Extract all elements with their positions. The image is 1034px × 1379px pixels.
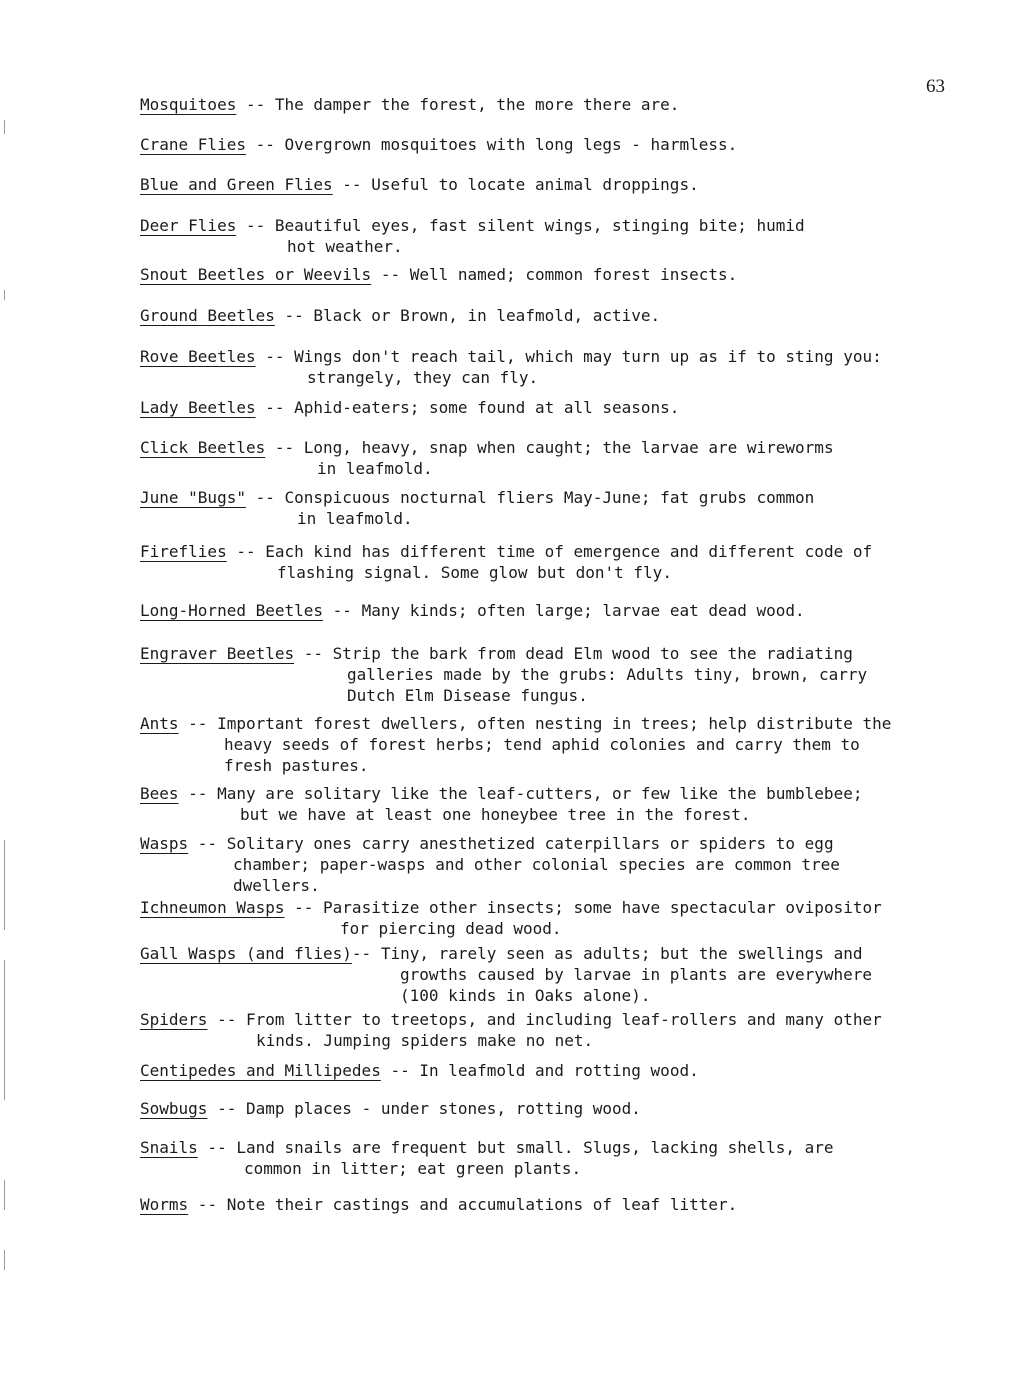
entry-description: -- Tiny, rarely seen as adults; but the swellings and <box>351 944 863 963</box>
entry-description-continuation: heavy seeds of forest herbs; tend aphid colonies and carry them to <box>224 735 860 754</box>
glossary-entry <box>140 487 815 528</box>
glossary-entry <box>140 264 737 285</box>
entry-description: -- Beautiful eyes, fast silent wings, stinging bite; humid <box>236 216 805 235</box>
entry-term: Blue and Green Flies <box>140 175 333 194</box>
entry-description: -- Land snails are frequent but small. Slugs, lacking shells, are <box>197 1138 834 1157</box>
entry-description-continuation: but we have at least one honeybee tree in the forest. <box>240 805 751 824</box>
entry-term: Rove Beetles <box>140 347 256 366</box>
entry-term: Engraver Beetles <box>140 644 295 663</box>
entry-description: -- Each kind has different time of emergence and different code of <box>226 542 873 561</box>
entry-description: -- From litter to treetops, and including leaf-rollers and many other <box>207 1010 882 1029</box>
entry-description: -- Conspicuous nocturnal fliers May-June; fat grubs common <box>245 488 815 507</box>
entry-description-continuation: chamber; paper-wasps and other colonial species are common tree <box>233 855 840 874</box>
entry-description-continuation: strangely, they can fly. <box>307 368 539 387</box>
entry-description: -- Important forest dwellers, often nesting in trees; help distribute the <box>178 714 892 733</box>
entry-description-continuation: dwellers. <box>233 876 320 895</box>
entry-term: Ground Beetles <box>140 306 275 325</box>
entry-description-continuation: common in litter; eat green plants. <box>244 1159 582 1178</box>
entry-description: -- Well named; common forest insects. <box>371 265 738 284</box>
entry-term: Ants <box>140 714 179 733</box>
entry-term: Fireflies <box>140 542 227 561</box>
entry-description: -- Many are solitary like the leaf-cutters, or few like the bumblebee; <box>178 784 863 803</box>
entry-description: -- Solitary ones carry anesthetized caterpillars or spiders to egg <box>188 834 834 853</box>
entry-term: Worms <box>140 1195 189 1214</box>
glossary-entry <box>140 1009 882 1050</box>
entry-description-continuation: kinds. Jumping spiders make no net. <box>256 1031 594 1050</box>
glossary-entry <box>140 437 834 478</box>
entry-description-continuation: in leafmold. <box>297 509 413 528</box>
entry-description-continuation: flashing signal. Some glow but don't fly. <box>277 563 672 582</box>
entry-term: Spiders <box>140 1010 208 1029</box>
entry-description: -- Many kinds; often large; larvae eat dead wood. <box>323 601 805 620</box>
entry-description: -- Damp places - under stones, rotting wood. <box>207 1099 641 1118</box>
glossary-entry <box>140 397 679 418</box>
entry-description: -- The damper the forest, the more there are. <box>236 95 680 114</box>
glossary-entry <box>140 783 863 824</box>
entry-term: Crane Flies <box>140 135 246 154</box>
glossary-entry <box>140 305 660 326</box>
entry-description: -- Strip the bark from dead Elm wood to see the radiating <box>294 644 853 663</box>
glossary-entry <box>140 943 873 1005</box>
entry-description: -- In leafmold and rotting wood. <box>380 1061 699 1080</box>
glossary-entry <box>140 346 882 387</box>
entry-term: Gall Wasps (and flies) <box>140 944 352 963</box>
margin-scan-marks <box>4 120 8 1350</box>
entry-term: Deer Flies <box>140 216 237 235</box>
glossary-entry <box>140 94 679 115</box>
glossary-entry <box>140 1060 699 1081</box>
glossary-entry <box>140 713 892 775</box>
glossary-entry <box>140 174 699 195</box>
entry-description: -- Overgrown mosquitoes with long legs - harmless. <box>245 135 738 154</box>
entry-term: Snout Beetles or Weevils <box>140 265 372 284</box>
page-number: 63 <box>926 76 945 97</box>
entry-term: Bees <box>140 784 179 803</box>
glossary-entry <box>140 600 805 621</box>
entry-description: -- Black or Brown, in leafmold, active. <box>274 306 661 325</box>
entry-description: -- Aphid-eaters; some found at all seasons. <box>255 398 680 417</box>
glossary-entry <box>140 1137 834 1178</box>
entry-term: Snails <box>140 1138 198 1157</box>
entry-description-continuation: (100 kinds in Oaks alone). <box>400 986 651 1005</box>
entry-term: June "Bugs" <box>140 488 246 507</box>
entry-description: -- Parasitize other insects; some have spectacular ovipositor <box>284 898 882 917</box>
entry-description: -- Wings don't reach tail, which may turn up as if to sting you: <box>255 347 882 366</box>
entry-description-continuation: growths caused by larvae in plants are everywhere <box>400 965 873 984</box>
glossary-entry <box>140 643 868 705</box>
entry-term: Mosquitoes <box>140 95 237 114</box>
glossary-entry <box>140 215 805 256</box>
glossary-entry <box>140 833 840 895</box>
entry-term: Lady Beetles <box>140 398 256 417</box>
glossary-entry <box>140 541 873 582</box>
entry-description-continuation: in leafmold. <box>317 459 433 478</box>
entry-term: Ichneumon Wasps <box>140 898 285 917</box>
entry-term: Wasps <box>140 834 189 853</box>
entry-description-continuation: Dutch Elm Disease fungus. <box>347 686 588 705</box>
entry-description-continuation: for piercing dead wood. <box>340 919 562 938</box>
entry-term: Click Beetles <box>140 438 266 457</box>
entry-term: Long-Horned Beetles <box>140 601 324 620</box>
glossary-entry <box>140 1194 737 1215</box>
entry-description: -- Useful to locate animal droppings. <box>332 175 699 194</box>
entry-description: -- Note their castings and accumulations of leaf litter. <box>188 1195 738 1214</box>
entry-term: Centipedes and Millipedes <box>140 1061 381 1080</box>
entry-description-continuation: galleries made by the grubs: Adults tiny, brown, carry <box>347 665 868 684</box>
glossary-entry <box>140 134 737 155</box>
glossary-entry <box>140 897 882 938</box>
entry-description: -- Long, heavy, snap when caught; the larvae are wireworms <box>265 438 834 457</box>
glossary-entry <box>140 1098 641 1119</box>
entry-term: Sowbugs <box>140 1099 208 1118</box>
entry-description-continuation: fresh pastures. <box>224 756 369 775</box>
entry-description-continuation: hot weather. <box>287 237 403 256</box>
